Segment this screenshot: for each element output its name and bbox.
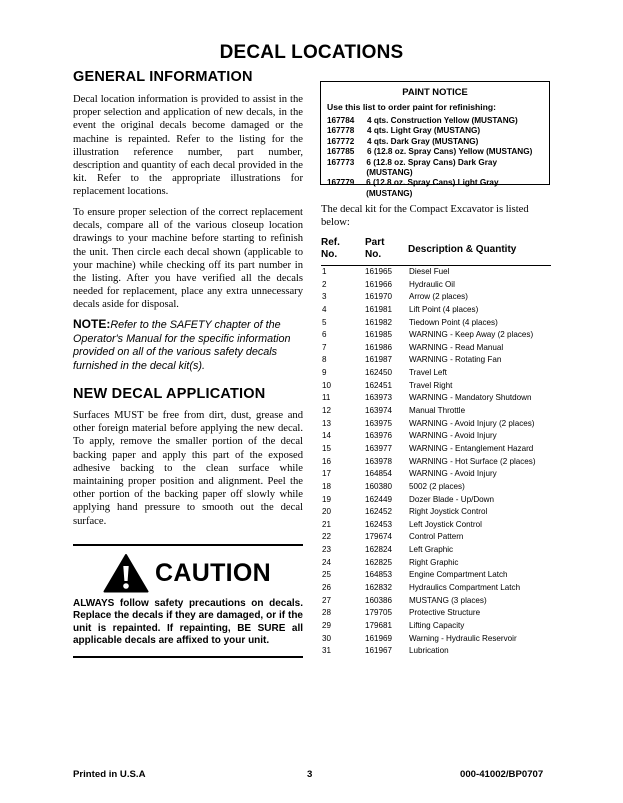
decal-ref-number: 3 — [322, 292, 327, 302]
decal-table-header — [321, 236, 551, 266]
decal-row — [321, 645, 551, 658]
decal-row — [321, 367, 551, 380]
decal-part-number: 161970 — [365, 292, 393, 302]
decal-row — [321, 481, 551, 494]
decal-description: WARNING - Keep Away (2 places) — [409, 330, 534, 340]
decal-part-number: 162450 — [365, 368, 393, 378]
paint-description: 4 qts. Dark Gray (MUSTANG) — [367, 136, 479, 146]
decal-part-number: 163974 — [365, 406, 393, 416]
decal-description: WARNING - Mandatory Shutdown — [409, 393, 532, 403]
decal-part-number: 179705 — [365, 608, 393, 618]
decal-row — [321, 304, 551, 317]
decal-ref-number: 23 — [322, 545, 332, 555]
decal-part-number: 164854 — [365, 469, 393, 479]
description-header: Description & Quantity — [408, 244, 517, 255]
decal-row — [321, 392, 551, 405]
ref-header-line1: Ref. — [321, 237, 340, 248]
decal-description: Lift Point (4 places) — [409, 304, 479, 314]
decal-part-number: 163977 — [365, 443, 393, 453]
decal-part-number: 161982 — [365, 317, 393, 327]
decal-ref-number: 31 — [322, 646, 332, 656]
decal-ref-number: 25 — [322, 570, 332, 580]
decal-ref-number: 26 — [322, 583, 332, 593]
part-header-line2: No. — [365, 249, 382, 260]
caution-top-rule — [73, 544, 303, 546]
paint-notice-title: PAINT NOTICE — [402, 86, 468, 97]
decal-ref-number: 10 — [322, 380, 332, 390]
decal-description: Right Joystick Control — [409, 507, 488, 517]
decal-description: Arrow (2 places) — [409, 292, 468, 302]
paint-item — [327, 147, 543, 157]
decal-ref-number: 4 — [322, 304, 327, 314]
decal-part-number: 163976 — [365, 431, 393, 441]
paint-list — [327, 116, 543, 199]
paint-description: 6 (12.8 oz. Spray Cans) Dark Gray (MUSTANG) — [366, 157, 498, 178]
footer-page-number: 3 — [307, 769, 313, 780]
decal-description: MUSTANG (3 places) — [409, 595, 487, 605]
decal-description: Protective Structure — [409, 608, 481, 618]
decal-row — [321, 531, 551, 544]
decal-ref-number: 15 — [322, 443, 332, 453]
caution-text: ALWAYS follow safety precautions on decals. Replace the decals if they are damaged, or if the unit is repainted. If repainting, BE SURE all applicable decals are affixed to your unit. — [73, 598, 303, 647]
decal-description: Engine Compartment Latch — [409, 570, 508, 580]
paint-description: 4 qts. Light Gray (MUSTANG) — [367, 126, 481, 136]
decal-part-number: 162825 — [365, 557, 393, 567]
decal-description: Dozer Blade - Up/Down — [409, 494, 495, 504]
paint-description: 6 (12.8 oz. Spray Cans) Yellow (MUSTANG) — [367, 147, 533, 157]
decal-description: WARNING - Avoid Injury (2 places) — [409, 418, 535, 428]
decal-part-number: 160380 — [365, 481, 393, 491]
decal-ref-number: 7 — [322, 342, 327, 352]
decal-ref-number: 17 — [322, 469, 332, 479]
decal-ref-number: 30 — [322, 633, 332, 643]
decal-ref-number: 29 — [322, 620, 332, 630]
decal-description: Hydraulic Oil — [409, 279, 455, 289]
decal-row — [321, 430, 551, 443]
decal-ref-number: 9 — [322, 368, 327, 378]
caution-banner — [103, 551, 271, 595]
caution-word: CAUTION — [155, 558, 271, 587]
ref-no-header — [321, 237, 340, 261]
decal-part-number: 163978 — [365, 456, 393, 466]
decal-part-number: 179674 — [365, 532, 393, 542]
page-title: DECAL LOCATIONS — [219, 42, 404, 63]
decal-ref-number: 28 — [322, 608, 332, 618]
paint-notice-box — [320, 81, 550, 198]
safety-note — [73, 318, 303, 373]
decal-description: Warning - Hydraulic Reservoir — [409, 633, 517, 643]
decal-part-number: 162824 — [365, 545, 393, 555]
decal-description: WARNING - Avoid Injury — [409, 431, 497, 441]
decal-description: Left Graphic — [409, 545, 454, 555]
decal-ref-number: 14 — [322, 431, 332, 441]
decal-description: Right Graphic — [409, 557, 459, 567]
decal-part-number: 161967 — [365, 646, 393, 656]
decal-row — [321, 342, 551, 355]
decal-row — [321, 620, 551, 633]
decal-row — [321, 266, 551, 279]
decal-description: Diesel Fuel — [409, 267, 450, 276]
decal-ref-number: 21 — [322, 519, 332, 529]
paint-description: 4 qts. Construction Yellow (MUSTANG) — [367, 116, 518, 125]
decal-description: WARNING - Entanglement Hazard — [409, 443, 534, 453]
decal-description: Tiedown Point (4 places) — [409, 317, 498, 327]
decal-ref-number: 19 — [322, 494, 332, 504]
caution-bottom-rule — [73, 656, 303, 658]
decal-description: Control Pattern — [409, 532, 464, 542]
paint-part-number: 167772 — [327, 136, 355, 146]
decal-ref-number: 18 — [322, 481, 332, 491]
decal-row — [321, 519, 551, 532]
decal-part-number: 161969 — [365, 633, 393, 643]
decal-ref-number: 24 — [322, 557, 332, 567]
decal-ref-number: 20 — [322, 507, 332, 517]
paint-part-number: 167773 — [327, 157, 355, 167]
decal-ref-number: 6 — [322, 330, 327, 340]
general-information-heading: GENERAL INFORMATION — [73, 69, 253, 85]
decal-description: Travel Left — [409, 368, 447, 378]
decal-row — [321, 569, 551, 582]
decal-part-number: 161981 — [365, 304, 393, 314]
paint-part-number: 167778 — [327, 126, 355, 136]
decal-part-number: 162453 — [365, 519, 393, 529]
decal-part-number: 161985 — [365, 330, 393, 340]
decal-description: WARNING - Read Manual — [409, 342, 504, 352]
decal-description: WARNING - Avoid Injury — [409, 469, 497, 479]
decal-description: Hydraulics Compartment Latch — [409, 583, 521, 593]
ref-header-line2: No. — [321, 249, 338, 260]
new-decal-application-paragraph: Surfaces MUST be free from dirt, dust, grease and other foreign material before applying the new decal. To apply, remove the smaller portion of the decal backing paper and apply this part of the exposed adhesive backing to the clean surface while maintaining proper position and alignment. Peel the other portion of the backing paper off slowly while applying hand pressure to smooth out the decal surface. — [73, 410, 303, 527]
decal-description: WARNING - Rotating Fan — [409, 355, 502, 365]
decal-row — [321, 544, 551, 557]
paint-part-number: 167784 — [327, 116, 355, 125]
decal-description: Manual Throttle — [409, 406, 466, 416]
footer-printed-in: Printed in U.S.A — [73, 769, 146, 780]
paint-description: 6 (12.8 oz. Spray Cans) Light Gray (MUSTANG) — [366, 178, 499, 198]
part-no-header — [365, 237, 384, 261]
decal-part-number: 162449 — [365, 494, 393, 504]
decal-part-number: 161986 — [365, 342, 393, 352]
note-text: Refer to the SAFETY chapter of the Operator's Manual for the specific information provided on all of the various safety decals furnished in the decal kit(s). — [73, 319, 291, 372]
decal-row — [321, 443, 551, 456]
decal-description: Left Joystick Control — [409, 519, 482, 529]
decal-ref-number: 27 — [322, 595, 332, 605]
decal-description: WARNING - Hot Surface (2 places) — [409, 456, 536, 466]
decal-part-number: 164853 — [365, 570, 393, 580]
decal-ref-number: 16 — [322, 456, 332, 466]
decal-description: Lifting Capacity — [409, 620, 465, 630]
decal-table-body — [321, 266, 551, 658]
decal-ref-number: 1 — [322, 267, 327, 276]
decal-ref-number: 22 — [322, 532, 332, 542]
decal-ref-number: 13 — [322, 418, 332, 428]
decal-row — [321, 354, 551, 367]
note-label: NOTE: — [73, 317, 111, 331]
decal-row — [321, 494, 551, 507]
decal-part-number: 160386 — [365, 595, 393, 605]
decal-row — [321, 607, 551, 620]
decal-ref-number: 11 — [322, 393, 331, 403]
decal-row — [321, 456, 551, 469]
decal-row — [321, 291, 551, 304]
decal-row — [321, 279, 551, 292]
paint-item — [327, 178, 543, 199]
decal-part-number: 161966 — [365, 279, 393, 289]
paint-item — [327, 126, 543, 136]
decal-row — [321, 317, 551, 330]
paint-item — [327, 137, 543, 147]
warning-triangle-icon — [103, 553, 149, 593]
decal-part-number: 161987 — [365, 355, 393, 365]
decal-row — [321, 633, 551, 646]
part-header-line1: Part — [365, 237, 385, 248]
new-decal-application-heading: NEW DECAL APPLICATION — [73, 386, 266, 402]
decal-part-number: 162832 — [365, 583, 393, 593]
general-info-paragraph-1: Decal location information is provided to assist in the proper selection and application of new decals, in the event the original decals become damaged or the machine is repainted. Refer to the listing for the illustration reference number, part number, description and quantity of each decal provided in the kit. Refer to the appropriate illustrations for replacement locations. — [73, 94, 303, 198]
decal-ref-number: 12 — [322, 406, 332, 416]
paint-item — [327, 158, 543, 179]
decal-row — [321, 418, 551, 431]
paint-item — [327, 116, 543, 126]
paint-part-number: 167779 — [327, 178, 355, 188]
paint-notice-intro: Use this list to order paint for refinishing: — [327, 102, 497, 112]
decal-row — [321, 595, 551, 608]
general-info-paragraph-2: To ensure proper selection of the correct replacement decals, compare all of the various closeup location drawings to your machine before starting to refinish the unit. Then circle each decal shown (applicable to your machine) while checking off its part number in the listing. After you have verified all the decals needed for replacement, place any extra unnecessary decals aside for disposal. — [73, 207, 303, 311]
decal-description: Lubrication — [409, 646, 449, 656]
decal-part-number: 163973 — [365, 393, 393, 403]
decal-ref-number: 5 — [322, 317, 327, 327]
decal-row — [321, 582, 551, 595]
decal-row — [321, 468, 551, 481]
decal-row — [321, 380, 551, 393]
decal-row — [321, 329, 551, 342]
decal-ref-number: 8 — [322, 355, 327, 365]
decal-row — [321, 557, 551, 570]
decal-part-number: 162452 — [365, 507, 393, 517]
decal-kit-intro: The decal kit for the Compact Excavator is listed below: — [321, 204, 529, 229]
decal-ref-number: 2 — [322, 279, 327, 289]
decal-part-number: 163975 — [365, 418, 393, 428]
decal-row — [321, 405, 551, 418]
decal-part-number: 179681 — [365, 620, 393, 630]
decal-description: 5002 (2 places) — [409, 481, 465, 491]
decal-row — [321, 506, 551, 519]
decal-part-number: 161965 — [365, 267, 393, 276]
decal-part-number: 162451 — [365, 380, 393, 390]
footer-doc-number: 000-41002/BP0707 — [460, 769, 544, 780]
paint-part-number: 167785 — [327, 147, 355, 157]
decal-description: Travel Right — [409, 380, 453, 390]
